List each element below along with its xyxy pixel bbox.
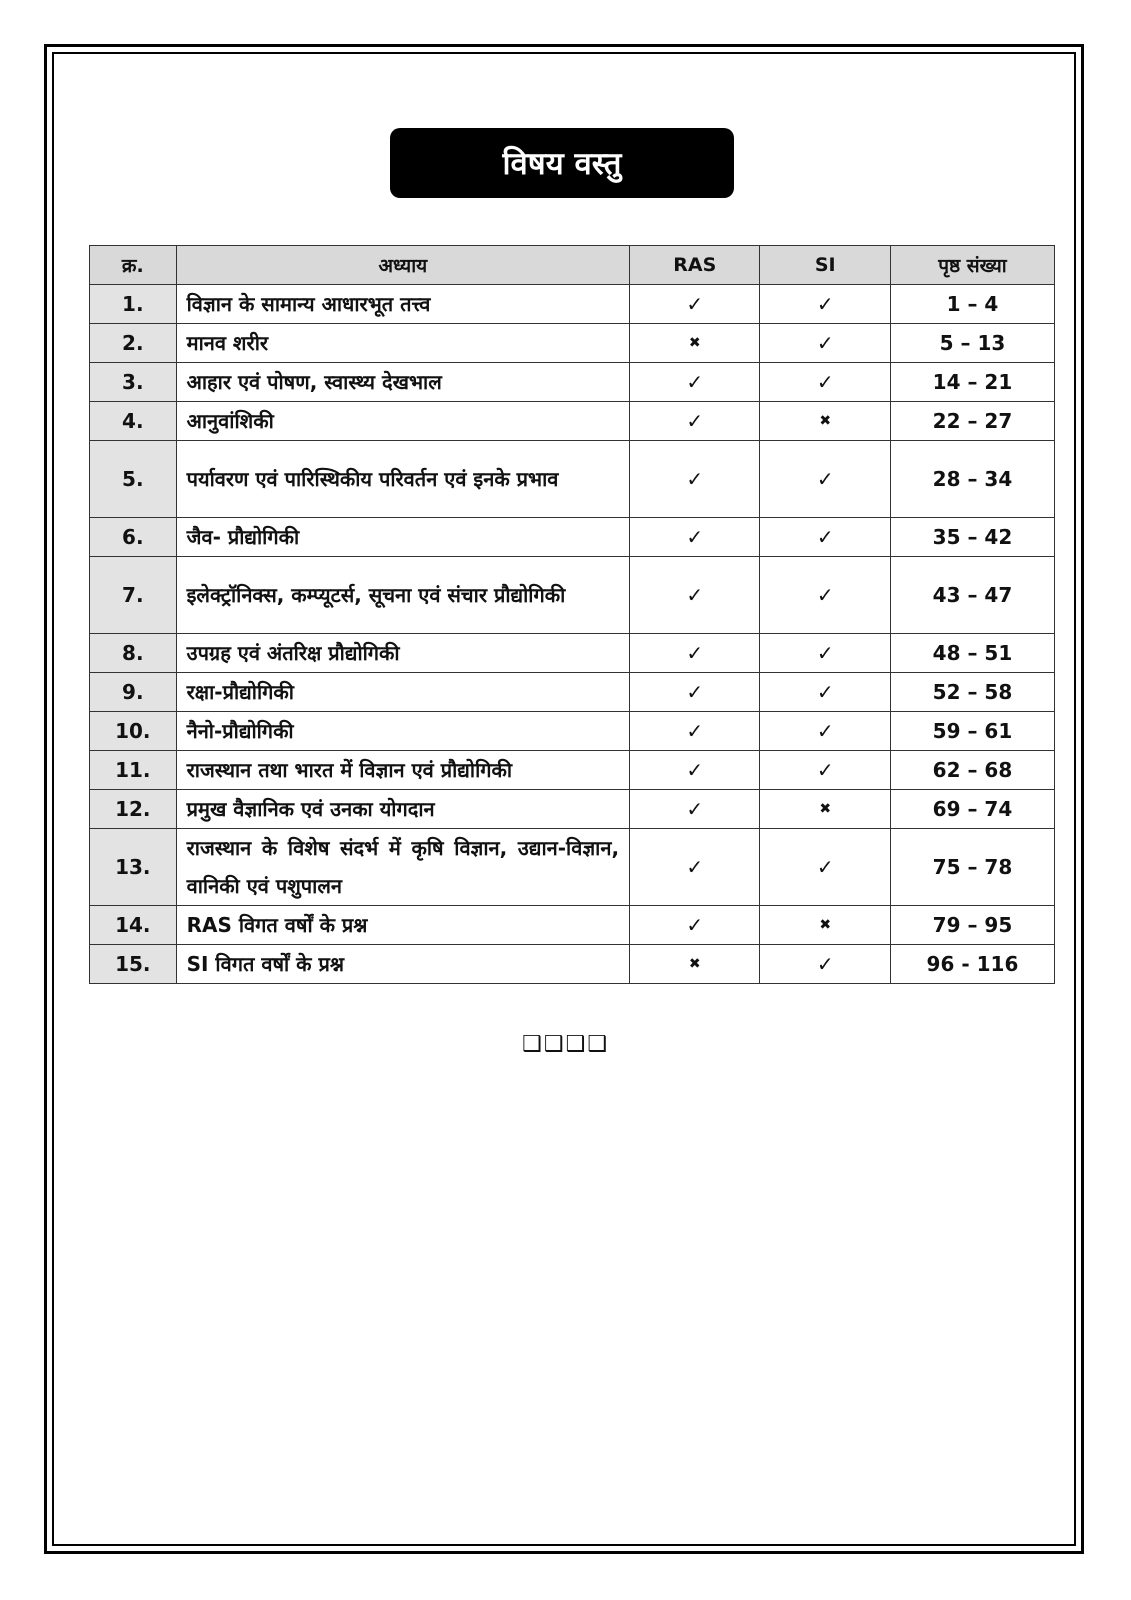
table-row	[90, 790, 1055, 829]
ras-mark: ✓	[630, 557, 760, 634]
table-row	[90, 363, 1055, 402]
ras-mark: ✖	[630, 945, 760, 984]
si-mark: ✖	[760, 790, 890, 829]
ras-mark: ✓	[630, 712, 760, 751]
si-mark: ✓	[760, 557, 890, 634]
page-range: 14 – 21	[890, 363, 1054, 402]
page-range: 48 – 51	[890, 634, 1054, 673]
chapter-title: SI विगत वर्षों के प्रश्न	[176, 945, 629, 984]
page-range: 69 – 74	[890, 790, 1054, 829]
chapter-title: इलेक्ट्रॉनिक्स, कम्प्यूटर्स, सूचना एवं संचार प्रौद्योगिकी	[176, 557, 629, 634]
page-range: 96 - 116	[890, 945, 1054, 984]
table-row	[90, 285, 1055, 324]
row-number: 4.	[90, 402, 177, 441]
chapter-title: रक्षा-प्रौद्योगिकी	[176, 673, 629, 712]
page-range: 5 – 13	[890, 324, 1054, 363]
page-range: 35 – 42	[890, 518, 1054, 557]
si-mark: ✓	[760, 441, 890, 518]
row-number: 10.	[90, 712, 177, 751]
table-row	[90, 518, 1055, 557]
contents-table	[89, 245, 1055, 984]
chapter-title: राजस्थान तथा भारत में विज्ञान एवं प्रौद्योगिकी	[176, 751, 629, 790]
ras-mark: ✓	[630, 634, 760, 673]
table-row	[90, 829, 1055, 906]
si-mark: ✖	[760, 402, 890, 441]
si-mark: ✓	[760, 518, 890, 557]
si-mark: ✓	[760, 751, 890, 790]
chapter-title: आनुवांशिकी	[176, 402, 629, 441]
si-mark: ✓	[760, 634, 890, 673]
header-chapter: अध्याय	[176, 246, 629, 285]
page-range: 62 – 68	[890, 751, 1054, 790]
ras-mark: ✓	[630, 751, 760, 790]
ras-mark: ✓	[630, 829, 760, 906]
chapter-title: विज्ञान के सामान्य आधारभूत तत्त्व	[176, 285, 629, 324]
ras-mark: ✖	[630, 324, 760, 363]
page-range: 43 – 47	[890, 557, 1054, 634]
page-range: 75 – 78	[890, 829, 1054, 906]
si-mark: ✓	[760, 673, 890, 712]
header-ras: RAS	[630, 246, 760, 285]
row-number: 11.	[90, 751, 177, 790]
row-number: 13.	[90, 829, 177, 906]
si-mark: ✓	[760, 285, 890, 324]
end-of-section-mark: ❑❑❑❑	[522, 1032, 609, 1057]
row-number: 3.	[90, 363, 177, 402]
table-header-row	[90, 246, 1055, 285]
table-row	[90, 441, 1055, 518]
header-serial: क्र.	[90, 246, 177, 285]
page-range: 52 – 58	[890, 673, 1054, 712]
table-body	[90, 285, 1055, 984]
page-title: विषय वस्तु	[390, 128, 734, 198]
page-range: 28 – 34	[890, 441, 1054, 518]
page-range: 59 – 61	[890, 712, 1054, 751]
table-row	[90, 324, 1055, 363]
row-number: 9.	[90, 673, 177, 712]
si-mark: ✓	[760, 829, 890, 906]
table-row	[90, 634, 1055, 673]
si-mark: ✖	[760, 906, 890, 945]
row-number: 5.	[90, 441, 177, 518]
si-mark: ✓	[760, 363, 890, 402]
chapter-title: पर्यावरण एवं पारिस्थिकीय परिवर्तन एवं इनके प्रभाव	[176, 441, 629, 518]
header-pages: पृष्ठ संख्या	[890, 246, 1054, 285]
table-row	[90, 906, 1055, 945]
chapter-title: उपग्रह एवं अंतरिक्ष प्रौद्योगिकी	[176, 634, 629, 673]
row-number: 15.	[90, 945, 177, 984]
row-number: 6.	[90, 518, 177, 557]
row-number: 12.	[90, 790, 177, 829]
page-range: 22 – 27	[890, 402, 1054, 441]
row-number: 1.	[90, 285, 177, 324]
row-number: 2.	[90, 324, 177, 363]
ras-mark: ✓	[630, 790, 760, 829]
row-number: 7.	[90, 557, 177, 634]
si-mark: ✓	[760, 712, 890, 751]
chapter-title: जैव- प्रौद्योगिकी	[176, 518, 629, 557]
table-row	[90, 712, 1055, 751]
ras-mark: ✓	[630, 518, 760, 557]
table-row	[90, 673, 1055, 712]
page-range: 79 – 95	[890, 906, 1054, 945]
row-number: 8.	[90, 634, 177, 673]
row-number: 14.	[90, 906, 177, 945]
page-range: 1 – 4	[890, 285, 1054, 324]
table-row	[90, 945, 1055, 984]
table-row	[90, 751, 1055, 790]
chapter-title: राजस्थान के विशेष संदर्भ में कृषि विज्ञान, उद्यान-विज्ञान, वानिकी एवं पशुपालन	[176, 829, 629, 906]
ras-mark: ✓	[630, 285, 760, 324]
ras-mark: ✓	[630, 441, 760, 518]
ras-mark: ✓	[630, 906, 760, 945]
si-mark: ✓	[760, 945, 890, 984]
ras-mark: ✓	[630, 673, 760, 712]
chapter-title: RAS विगत वर्षों के प्रश्न	[176, 906, 629, 945]
chapter-title: नैनो-प्रौद्योगिकी	[176, 712, 629, 751]
ras-mark: ✓	[630, 402, 760, 441]
chapter-title: प्रमुख वैज्ञानिक एवं उनका योगदान	[176, 790, 629, 829]
chapter-title: आहार एवं पोषण, स्वास्थ्य देखभाल	[176, 363, 629, 402]
ras-mark: ✓	[630, 363, 760, 402]
table-row	[90, 557, 1055, 634]
header-si: SI	[760, 246, 890, 285]
table-row	[90, 402, 1055, 441]
chapter-title: मानव शरीर	[176, 324, 629, 363]
si-mark: ✓	[760, 324, 890, 363]
